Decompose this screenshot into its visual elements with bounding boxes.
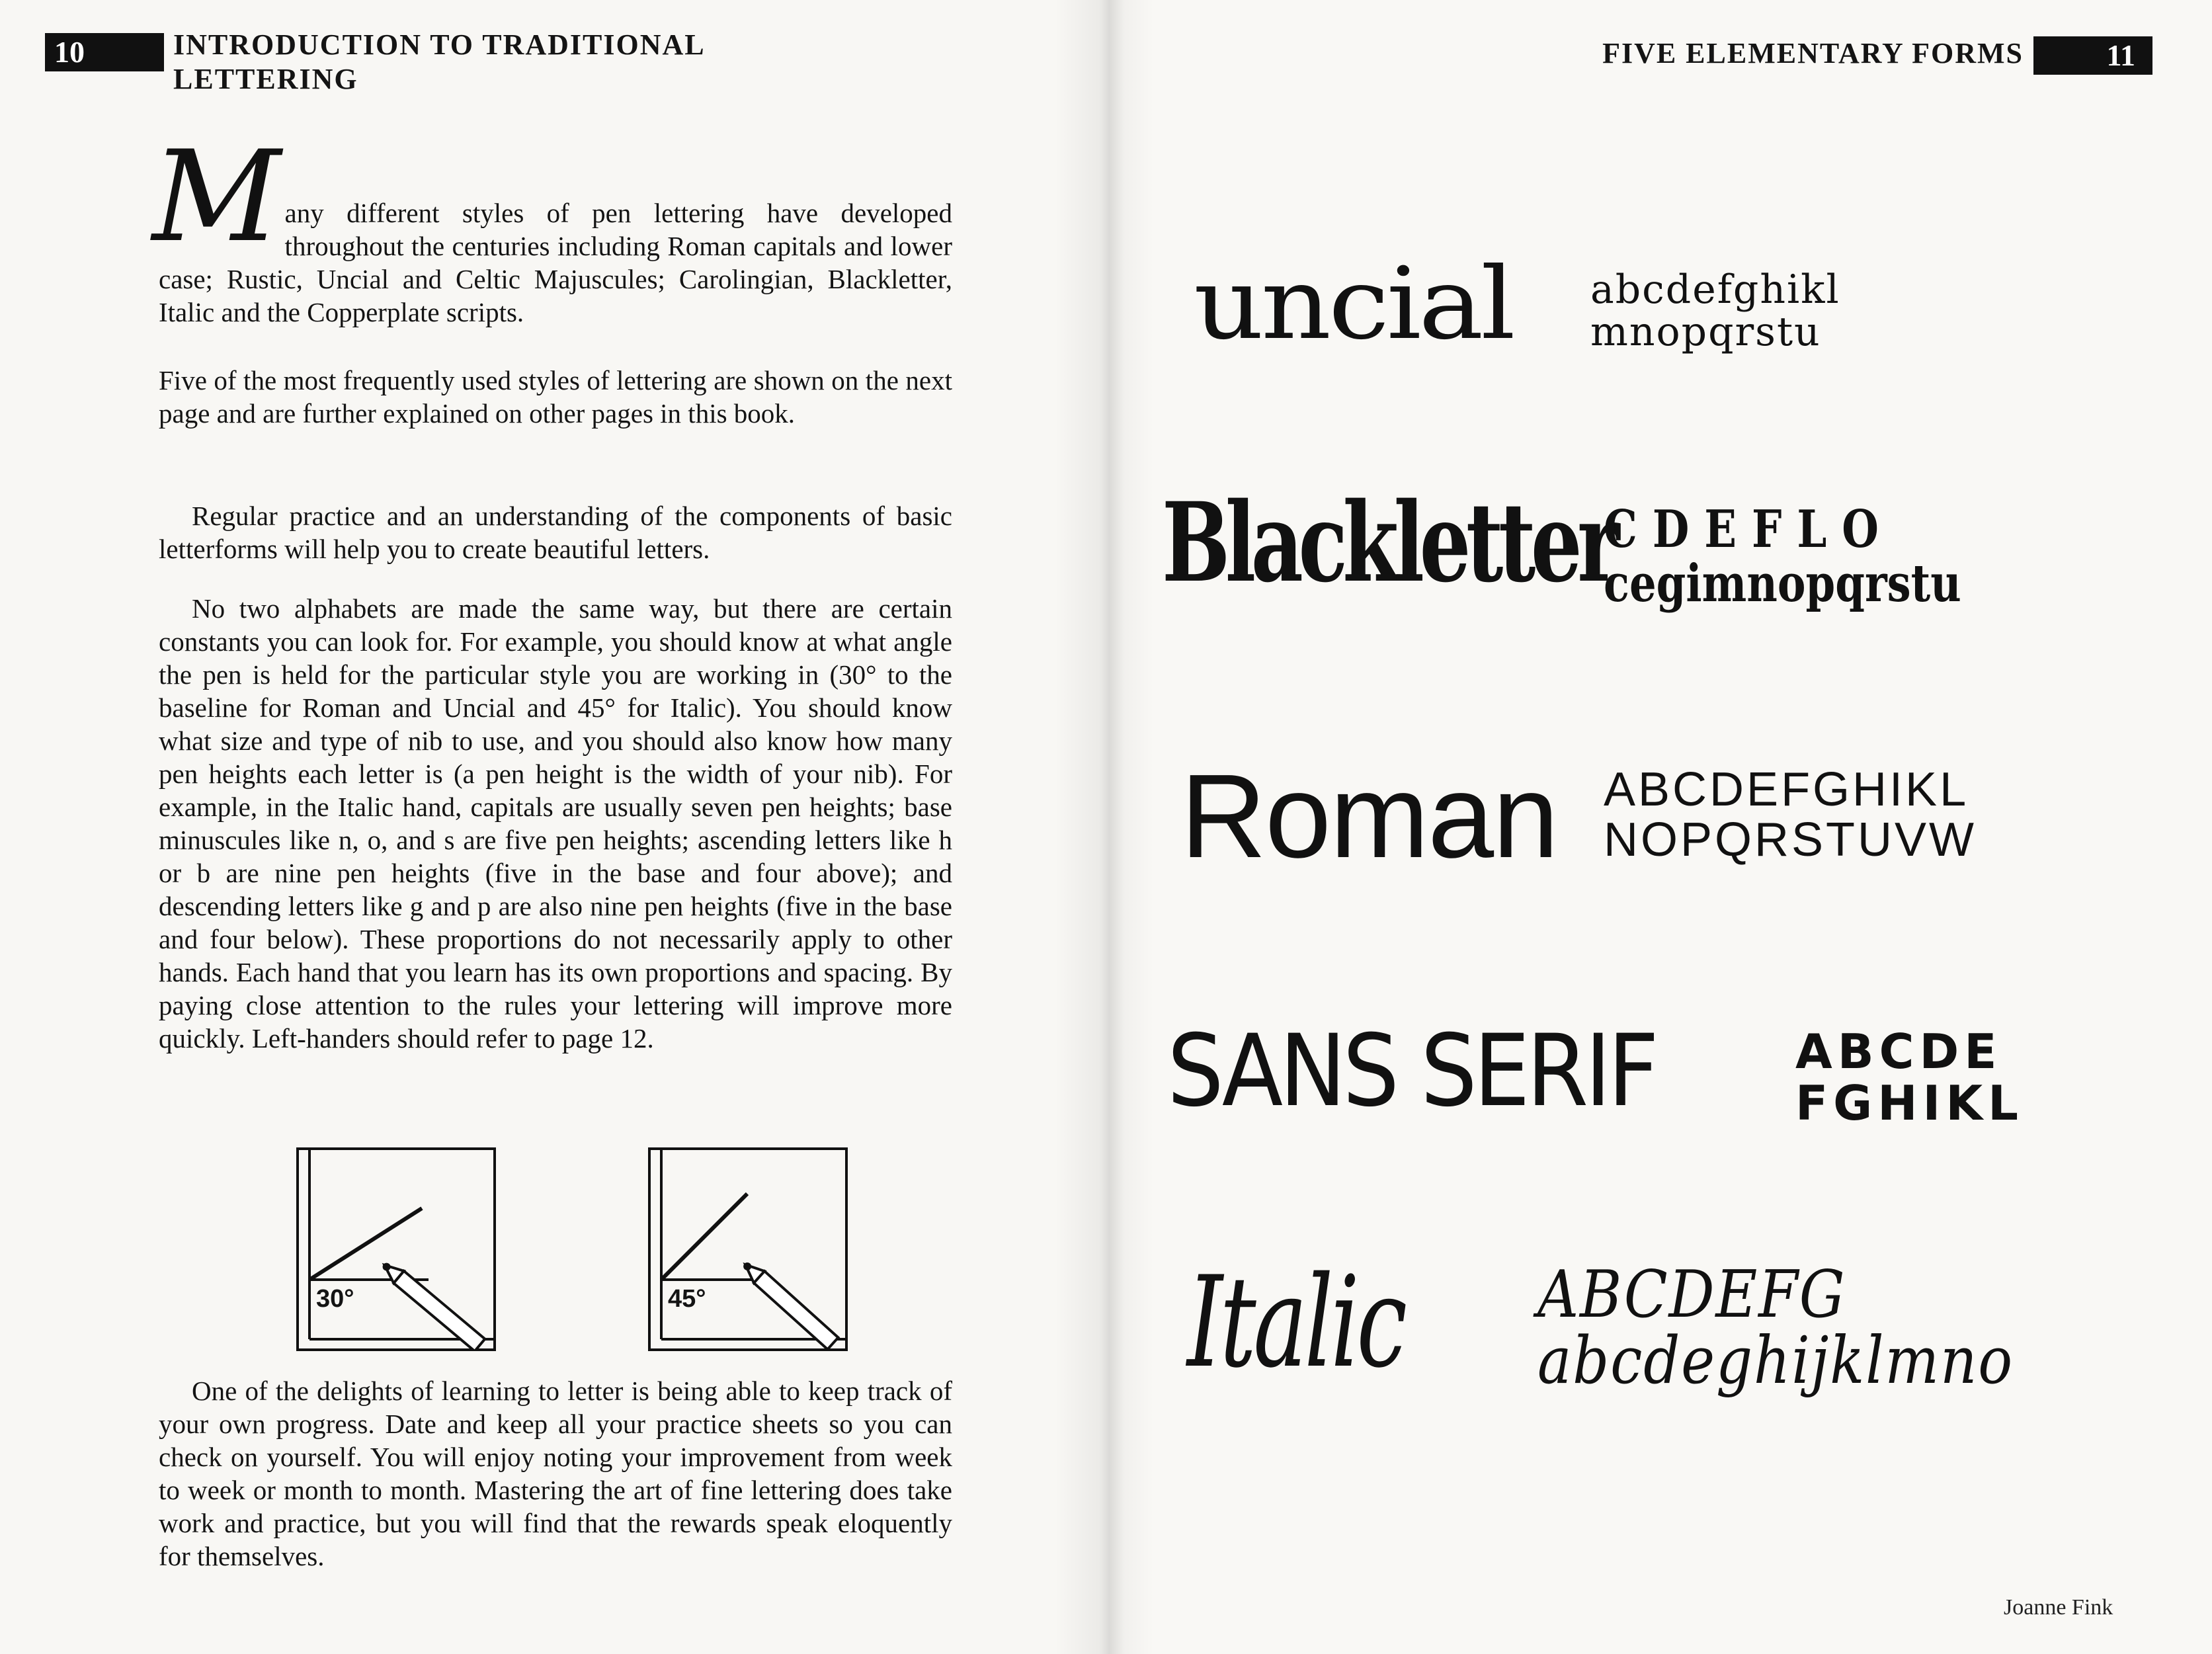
specimen-alphabet-roman: [1604, 765, 1977, 865]
angle-label-45: 45°: [668, 1285, 706, 1313]
alphabet-line: NOPQRSTUVW: [1604, 813, 1977, 866]
alphabet-line: CDEFLO: [1604, 499, 1894, 559]
author-credit: Joanne Fink: [2004, 1595, 2113, 1620]
specimen-alphabet-uncial: [1590, 269, 1840, 353]
alphabet-line: cegimnopqrstu: [1604, 554, 1961, 614]
alphabet-line: ABCDEFGHIKL: [1604, 763, 1969, 816]
paragraph-regular-practice: Regular practice and an understanding of the components of basic letterforms will help you to create beautiful letters.: [159, 501, 952, 564]
specimen-alphabet-sans-serif: [1795, 1026, 2024, 1129]
specimen-name-uncial: uncial: [1194, 247, 1513, 362]
specimen-alphabet-italic: [1537, 1257, 2014, 1399]
paragraph-constants: No two alphabets are made the same way, but there are certain constants you can look for. For example, you should know at what angle the pen is held for the particular style you are working in (30° to the baseline for Roman and Uncial and 45° for Italic). You should know what size and type of nib to use, and you should also know how many pen heights each letter is (a pen height is the width of your nib). For example, in the Italic hand, capitals are usually seven pen heights; base minuscules like n, o, and s are five pen heights; ascending letters like h or b are nine pen heights (five in the base and four above); and descending letters like g and p are also nine pen heights (five in the base and four below). These proportions do not necessarily apply to other hands. Each hand that you learn has its own proportions and spacing. By paying close attention to the rules your lettering will improve more quickly. Left-handers should refer to page 12.: [159, 593, 952, 1054]
paragraph-styles-shown: Five of the most frequently used styles of lettering are shown on the next page and are further explained on other pages in this book.: [159, 365, 952, 429]
specimen-name-blackletter: Blackletter: [1162, 478, 1616, 606]
specimen-name-roman: Roman: [1180, 750, 1558, 883]
alphabet-line: abcdeghijklmno: [1537, 1323, 2014, 1399]
pen-angle-diagram-45: [648, 1147, 848, 1351]
running-head-left: [173, 28, 768, 97]
angle-label-30: 30°: [316, 1285, 354, 1313]
running-head-line2: LETTERING: [173, 63, 358, 95]
pen-angle-icon: [296, 1147, 496, 1351]
alphabet-line: FGHIKL: [1795, 1075, 2024, 1131]
page-number-10: 10: [45, 33, 164, 71]
page-number-11: 11: [2033, 36, 2152, 75]
right-page: [1101, 0, 2212, 1654]
pen-angle-icon: [648, 1147, 848, 1351]
specimen-alphabet-blackletter: [1604, 499, 1961, 614]
left-page: [0, 0, 1101, 1654]
alphabet-line: mnopqrstu: [1590, 309, 1821, 355]
alphabet-line: ABCDEFG: [1537, 1257, 1846, 1333]
specimen-name-sans-serif: SANS SERIF: [1167, 1014, 1656, 1129]
intro-paragraph-text: any different styles of pen lettering have developed throughout the centuries including Roman capitals and lower case; Rustic, Uncial and Celtic Majuscules; Carolingian, Blackletter, Italic and the Copperplate scripts.: [159, 198, 952, 327]
alphabet-line: abcdefghikl: [1590, 267, 1840, 313]
specimen-name-italic: Italic: [1187, 1249, 1405, 1395]
running-head-right: FIVE ELEMENTARY FORMS: [1602, 37, 2024, 69]
intro-paragraph: [152, 124, 952, 329]
pen-angle-diagram-30: [296, 1147, 496, 1351]
alphabet-line: ABCDE: [1795, 1024, 2002, 1079]
paragraph-progress: One of the delights of learning to letter is being able to keep track of your own progress. Date and keep all your practice sheets so you can check on yourself. You will enjoy noting your improvement from week to week or month to month. Mastering the art of fine lettering does take work and practice, but you will find that the rewards speak eloquently for themselves.: [159, 1376, 952, 1571]
running-head-line1: INTRODUCTION TO TRADITIONAL: [173, 28, 706, 61]
drop-cap: M: [152, 124, 281, 270]
